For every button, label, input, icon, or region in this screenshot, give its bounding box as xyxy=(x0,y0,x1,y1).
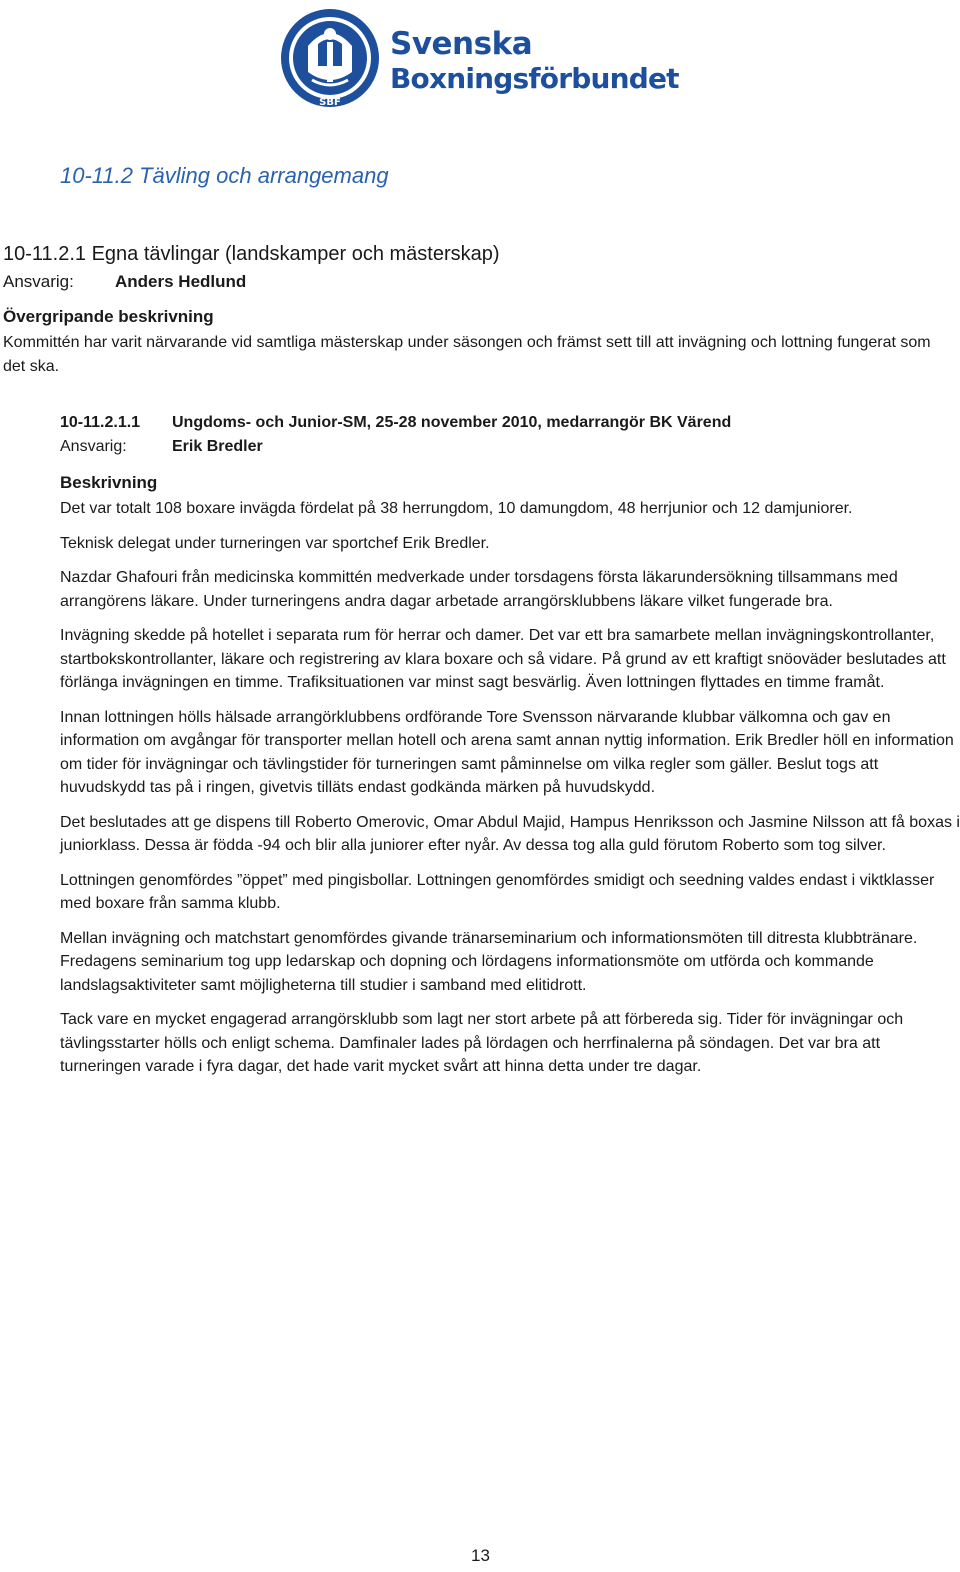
description-body xyxy=(60,497,960,1090)
logo-badge-letters: SBF xyxy=(319,97,341,108)
responsible-label: Ansvarig: xyxy=(60,438,127,455)
paragraph: Lottningen genomfördes ”öppet” med pingisbollar. Lottningen genomfördes smidigt och seedning valdes endast i viktklasser med boxare från samma klubb. xyxy=(60,871,935,912)
federation-logo xyxy=(278,6,682,112)
subsection-heading xyxy=(60,414,731,432)
main-heading: 10-11.2 Tävling och arrangemang xyxy=(60,163,389,188)
subsection-responsible xyxy=(60,438,263,456)
logo-line-1: Svenska xyxy=(390,26,533,62)
page-number: 13 xyxy=(471,1546,490,1565)
section-responsible xyxy=(3,272,246,292)
paragraph: Det beslutades att ge dispens till Roberto Omerovic, Omar Abdul Majid, Hampus Henriksson och Jasmine Nilsson att få boxas i juniorklass. Dessa är födda -94 och blir alla juniorer efter nyår. Av dessa tog alla guld förutom Roberto som tog silver. xyxy=(60,813,960,854)
federation-emblem-icon xyxy=(278,6,382,112)
paragraph: Det var totalt 108 boxare invägda fördelat på 38 herrungdom, 10 damungdom, 48 herrjunior och 12 damjuniorer. xyxy=(60,500,853,517)
logo-line-2: Boxningsförbundet xyxy=(390,62,679,95)
responsible-name: Anders Hedlund xyxy=(115,272,247,291)
paragraph: Tack vare en mycket engagerad arrangörsklubb som lagt ner stort arbete på att förbereda sig. Tider för invägningar och tävlingsstarter hölls och enligt schema. Damfinaler lades på lördagen och herrfinalerna på söndagen. Det var bra att turneringen varade i fyra dagar, det hade varit mycket svårt att hinna detta under tre dagar. xyxy=(60,1011,904,1075)
responsible-name: Erik Bredler xyxy=(172,438,263,455)
overview-text: Kommittén har varit närvarande vid samtliga mästerskap under säsongen och främst sett till att invägning och lottning fungerat som det ska. xyxy=(3,334,931,375)
subsection-number: 10-11.2.1.1 xyxy=(60,414,141,431)
paragraph: Teknisk delegat under turneringen var sportchef Erik Bredler. xyxy=(60,534,490,552)
section-title: 10-11.2.1 Egna tävlingar (landskamper och mästerskap) xyxy=(3,243,500,265)
responsible-label: Ansvarig: xyxy=(3,272,74,291)
overview-title: Övergripande beskrivning xyxy=(3,307,214,326)
paragraph: Mellan invägning och matchstart genomfördes givande tränarseminarium och informationsmöten till ditresta klubbtränare. Fredagens seminarium tog upp ledarskap och dopning och lördagens informationsmöte om utförda och kommande landslagsaktiviteter samt möjligheterna till studier i samband med elitidrott. xyxy=(60,929,918,994)
subsection-title: Ungdoms- och Junior-SM, 25-28 november 2010, medarrangör BK Värend xyxy=(172,414,732,431)
description-title: Beskrivning xyxy=(60,473,158,492)
paragraph: Innan lottningen hölls hälsade arrangörklubbens ordförande Tore Svensson närvarande klubbar välkomna och gav en information om avgångar för transporter mellan hotell och arena samt annan nyttig information. Erik Bredler höll en information om tider för invägningar och tävlingstider för turneringen samt påminnelse om vilka regler som gäller. Beslut togs att huvudskydd tas på i ringen, givetvis tilläts endast godkända märken på huvudskydd. xyxy=(60,708,954,796)
paragraph: Invägning skedde på hotellet i separata rum för herrar och damer. Det var ett bra samarbete mellan invägningskontrollanter, startbokskontrollanter, läkare och registrering av klara boxare och så vidare. På grund av ett kraftigt snöoväder beslutades att förlänga invägningen en timme. Trafiksituationen var minst sagt besvärlig. Även lottningen flyttades en timme framåt. xyxy=(60,627,946,691)
paragraph: Nazdar Ghafouri från medicinska kommittén medverkade under torsdagens första läkarundersökning tillsammans med arrangörens läkare. Under turneringens andra dagar arbetade arrangörsklubbens läkare vilket fungerade bra. xyxy=(60,569,898,610)
